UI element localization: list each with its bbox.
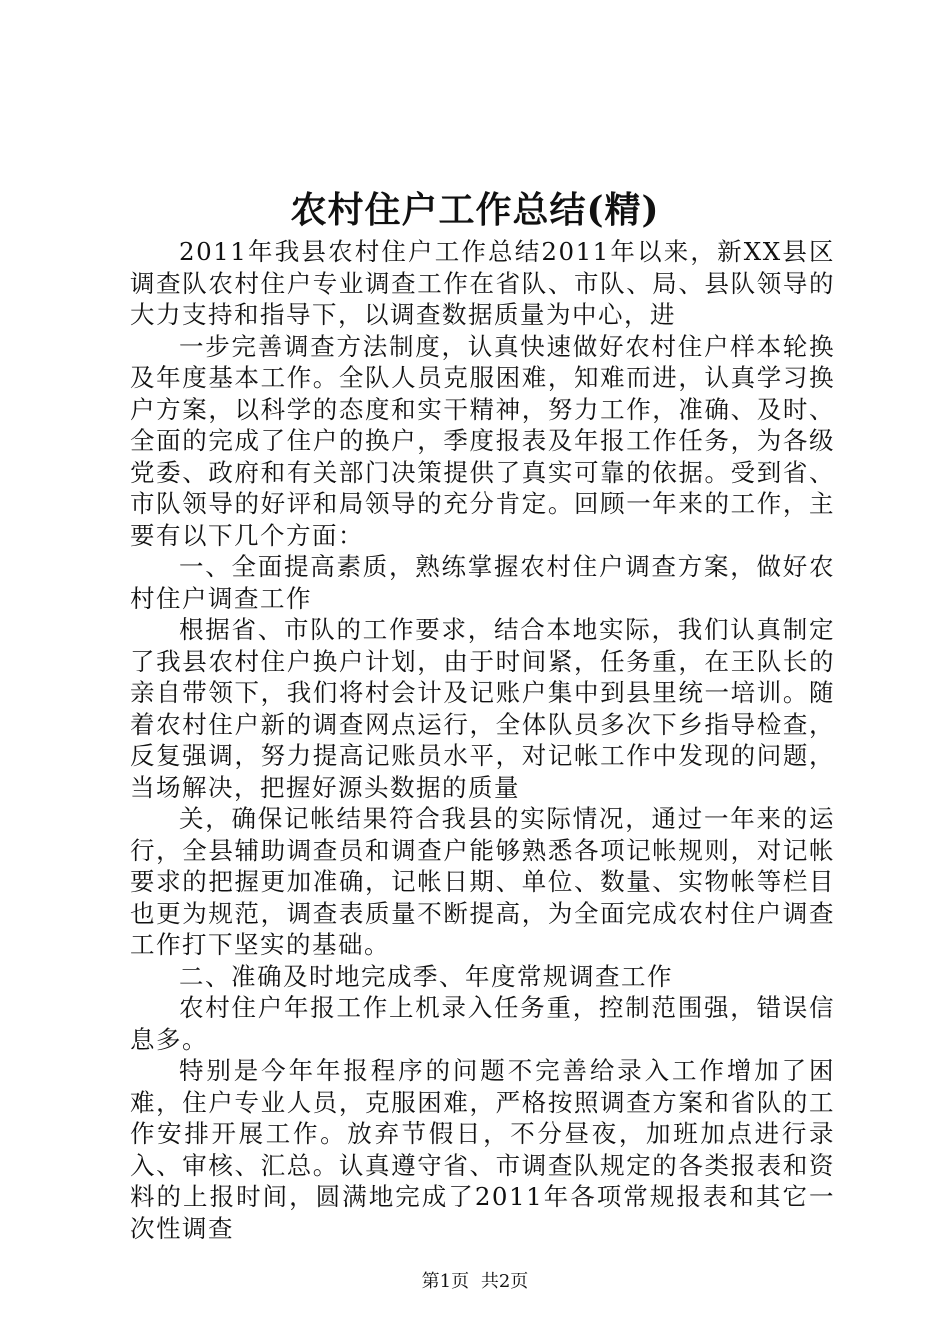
page-footer: [0, 1271, 950, 1293]
document-body: [130, 236, 835, 1244]
page-number: 第1页: [421, 1271, 470, 1292]
paragraph-1: 2011年我县农村住户工作总结2011年以来，新XX县区调查队农村住户专业调查工作在省队、市队、局、县队领导的大力支持和指导下，以调查数据质量为中心，进: [130, 237, 835, 329]
paragraph-4: 关，确保记帐结果符合我县的实际情况，通过一年来的运行，全县辅助调查员和调查户能够熟悉各项记帐规则，对记帐要求的把握更加准确，记帐日期、单位、数量、实物帐等栏目也更为规范，调查表质量不断提高，为全面完成农村住户调查工作打下坚实的基础。: [130, 804, 835, 959]
section-heading-2: 二、准确及时地完成季、年度常规调查工作: [179, 961, 673, 991]
paragraph-2: 一步完善调查方法制度，认真快速做好农村住户样本轮换及年度基本工作。全队人员克服困难，知难而进，认真学习换户方案，以科学的态度和实干精神，努力工作，准确、及时、全面的完成了住户的换户，季度报表及年报工作任务，为各级党委、政府和有关部门决策提供了真实可靠的依据。受到省、市队领导的好评和局领导的充分肯定。回顾一年来的工作，主要有以下几个方面：: [130, 331, 835, 550]
paragraph-3: 根据省、市队的工作要求，结合本地实际，我们认真制定了我县农村住户换户计划，由于时间紧，任务重，在王队长的亲自带领下，我们将村会计及记账户集中到县里统一培训。随着农村住户新的调查网点运行，全体队员多次下乡指导检查，反复强调，努力提高记账员水平，对记帐工作中发现的问题，当场解决，把握好源头数据的质量: [130, 615, 835, 802]
paragraph-6: 特别是今年年报程序的问题不完善给录入工作增加了困难，住户专业人员，克服困难，严格按照调查方案和省队的工作安排开展工作。放弃节假日，不分昼夜，加班加点进行录入、审核、汇总。认真遵守省、市调查队规定的各类报表和资料的上报时间，圆满地完成了2011年各项常规报表和其它一次性调查: [130, 1056, 835, 1243]
paragraph-5: 农村住户年报工作上机录入任务重，控制范围强，错误信息多。: [130, 993, 835, 1054]
page-total: 共2页: [480, 1271, 529, 1292]
document-title: 农村住户工作总结(精): [290, 189, 660, 231]
section-heading-1: 一、全面提高素质，熟练掌握农村住户调查方案，做好农村住户调查工作: [130, 552, 835, 613]
